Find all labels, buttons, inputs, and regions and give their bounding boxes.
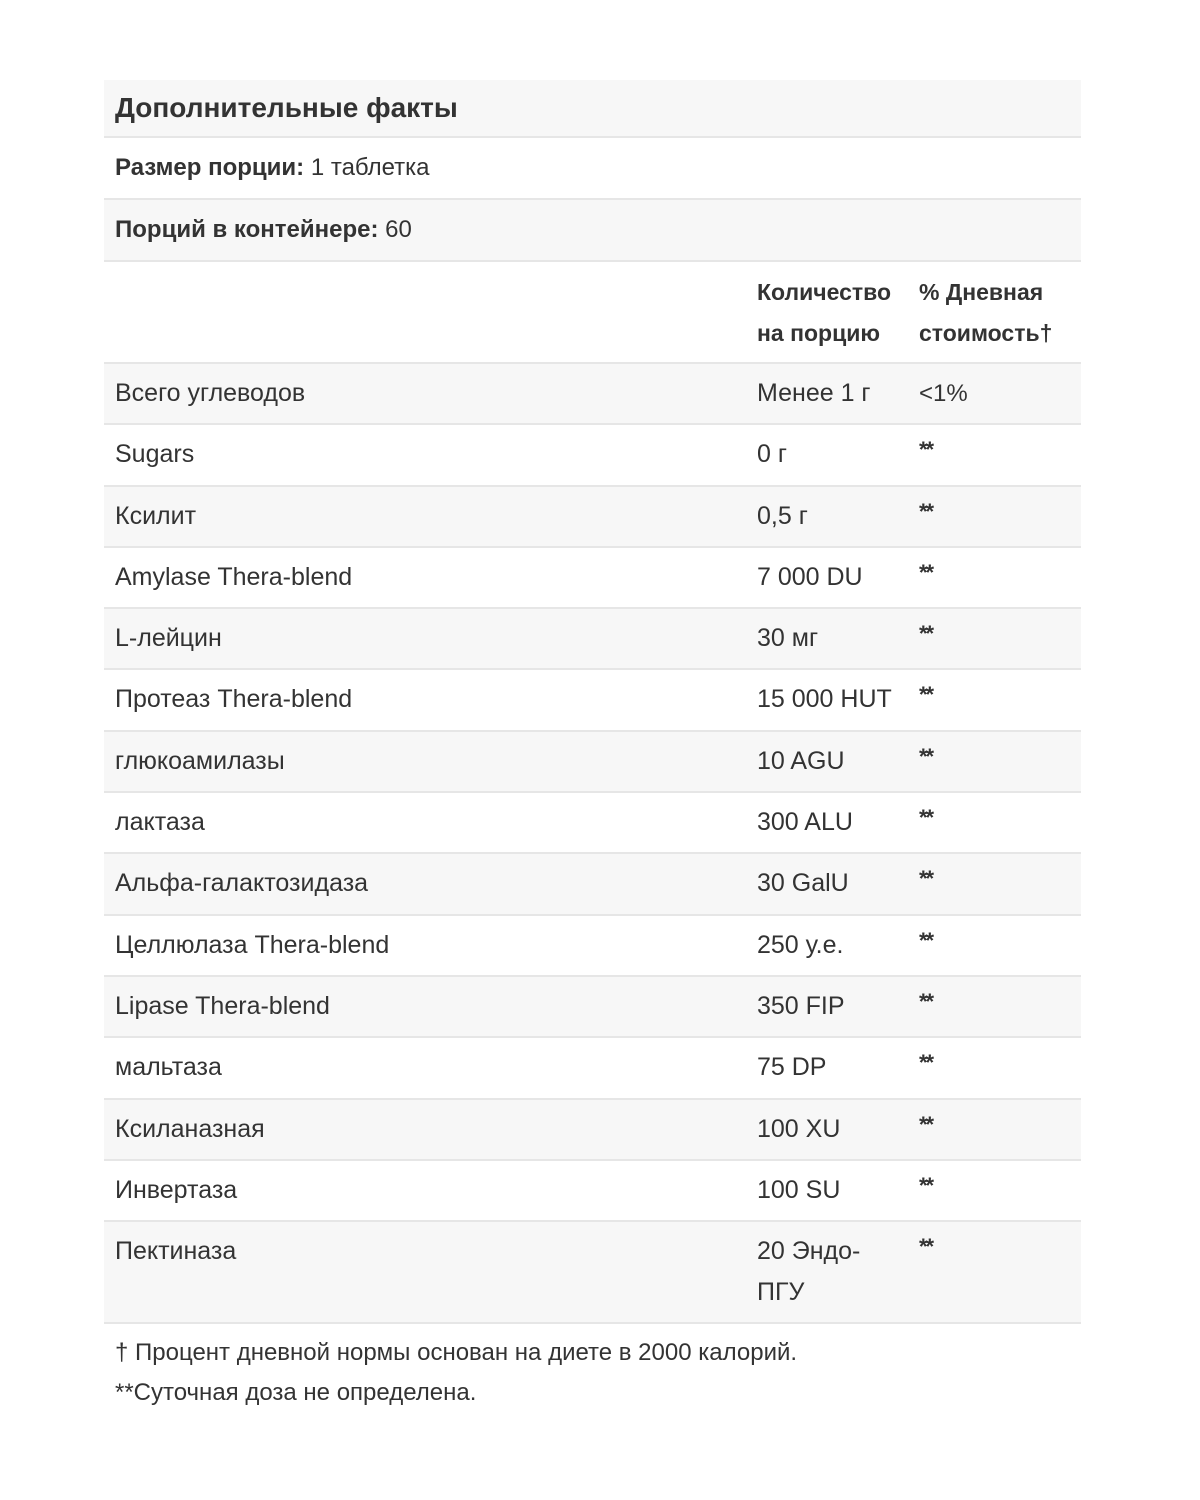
ingredient-name: мальтаза <box>115 1053 222 1082</box>
amount-line1: 20 Эндо- <box>757 1237 861 1266</box>
ingredient-daily-value: ** <box>919 866 933 892</box>
table-row <box>104 1222 1081 1324</box>
servings-per-container-row <box>104 200 1081 262</box>
ingredient-daily-value: ** <box>919 621 933 647</box>
ingredient-amount: 300 ALU <box>757 808 853 837</box>
table-row <box>104 916 1081 977</box>
ingredient-amount: Менее 1 г <box>757 379 871 407</box>
table-row <box>104 487 1081 548</box>
table-row <box>104 670 1081 731</box>
ingredient-name: Lipase Thera-blend <box>115 991 330 1020</box>
supplement-facts-panel <box>104 80 1081 1324</box>
panel-title: Дополнительные факты <box>115 92 458 123</box>
footnotes <box>115 1333 797 1413</box>
table-row <box>104 977 1081 1038</box>
table-row <box>104 732 1081 793</box>
ingredient-amount: 350 FIP <box>757 991 845 1020</box>
daily-value-footnote: † Процент дневной нормы основан на диете в 2000 калорий. <box>115 1339 798 1366</box>
column-header-amount <box>757 262 919 362</box>
dv-header-line1: % Дневная <box>919 279 1044 305</box>
ingredient-daily-value: ** <box>919 682 933 708</box>
ingredient-amount: 30 GalU <box>757 869 849 898</box>
ingredient-daily-value: ** <box>919 1172 933 1198</box>
ingredient-amount: 100 SU <box>757 1175 841 1204</box>
ingredient-daily-value: ** <box>919 927 933 953</box>
table-row <box>104 425 1081 486</box>
ingredient-name: Ксилит <box>115 501 197 530</box>
ingredient-daily-value: ** <box>919 498 933 524</box>
serving-size-row <box>104 138 1081 200</box>
ingredient-amount: 7 000 DU <box>757 562 863 591</box>
ingredient-name: L-лейцин <box>115 624 222 653</box>
amount-header-line1: Количество <box>757 279 892 305</box>
column-header-daily-value <box>919 262 1081 362</box>
ingredient-daily-value: ** <box>919 437 933 463</box>
ingredient-amount: 30 мг <box>757 624 819 653</box>
column-header-ingredient <box>104 262 757 362</box>
ingredient-amount <box>757 1222 919 1322</box>
ingredient-daily-value: ** <box>919 1050 933 1076</box>
table-row <box>104 1161 1081 1222</box>
table-row <box>104 1100 1081 1161</box>
ingredient-amount: 250 у.е. <box>757 930 844 959</box>
amount-line2: ПГУ <box>757 1278 805 1307</box>
ingredient-amount: 75 DP <box>757 1053 827 1082</box>
ingredient-name: Пектиназа <box>115 1237 237 1266</box>
ingredient-name: Протеаз Thera-blend <box>115 685 353 714</box>
ingredient-daily-value: ** <box>919 1111 933 1137</box>
servings-value: 60 <box>385 216 412 243</box>
ingredient-daily-value: ** <box>919 743 933 769</box>
amount-header-line2: на порцию <box>757 320 880 346</box>
serving-size-label: Размер порции: <box>115 154 305 181</box>
ingredient-name: лактаза <box>115 808 205 837</box>
ingredient-name: Целлюлаза Thera-blend <box>115 930 390 959</box>
column-header-row <box>104 262 1081 364</box>
ingredient-daily-value: ** <box>919 1234 933 1260</box>
panel-header <box>104 80 1081 138</box>
ingredient-daily-value: ** <box>919 988 933 1014</box>
table-row <box>104 854 1081 915</box>
ingredient-name: Альфа-галактозидаза <box>115 869 369 898</box>
table-row <box>104 793 1081 854</box>
not-established-footnote: **Суточная доза не определена. <box>115 1379 477 1406</box>
table-row <box>104 364 1081 425</box>
ingredient-name: Sugars <box>115 440 195 469</box>
ingredient-name: глюкоамилазы <box>115 746 285 775</box>
ingredient-daily-value: ** <box>919 805 933 831</box>
ingredient-name: Инвертаза <box>115 1175 238 1204</box>
ingredient-name: Amylase Thera-blend <box>115 562 353 591</box>
ingredient-name: Всего углеводов <box>115 379 306 407</box>
ingredient-amount: 0 г <box>757 440 787 469</box>
servings-label: Порций в контейнере: <box>115 216 379 243</box>
table-row <box>104 548 1081 609</box>
table-row <box>104 609 1081 670</box>
ingredient-amount: 15 000 HUT <box>757 685 892 714</box>
ingredient-daily-value: <1% <box>919 380 968 407</box>
ingredient-daily-value: ** <box>919 559 933 585</box>
ingredient-amount: 0,5 г <box>757 501 808 530</box>
dv-header-line2: стоимость† <box>919 320 1053 346</box>
serving-size-value: 1 таблетка <box>310 154 430 181</box>
ingredient-amount: 100 XU <box>757 1114 841 1143</box>
ingredient-amount: 10 AGU <box>757 746 845 775</box>
ingredient-name: Ксиланазная <box>115 1114 265 1143</box>
table-row <box>104 1038 1081 1099</box>
